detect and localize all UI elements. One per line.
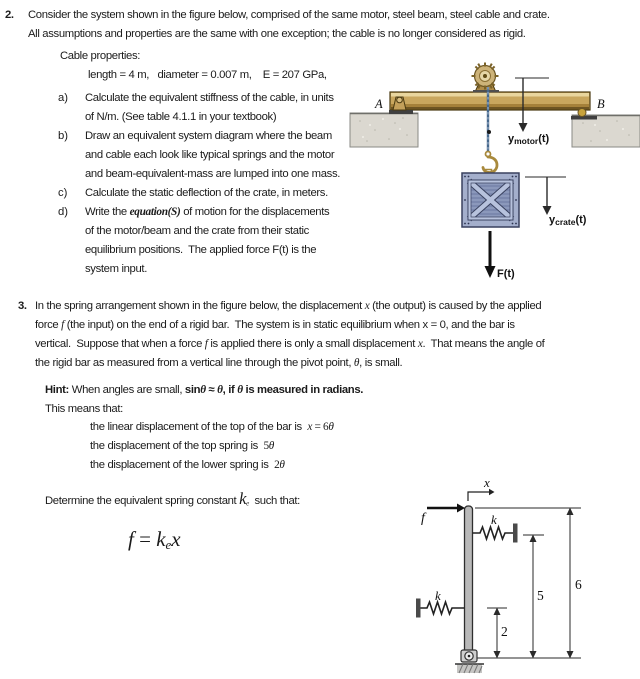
text-segment: θ	[200, 384, 206, 396]
applied-force-arrow	[485, 231, 496, 278]
lower-spring-k-label: k	[435, 588, 441, 603]
text-line	[85, 260, 329, 279]
text-line	[35, 316, 544, 335]
text-segment: , if	[222, 384, 238, 396]
text-segment: equation(S)	[129, 206, 181, 218]
hint-line	[45, 381, 363, 400]
text-line	[35, 335, 544, 354]
text-line	[90, 437, 334, 456]
text-segment: force	[35, 319, 62, 331]
text-segment: of motion for the displacements	[180, 206, 330, 218]
text-segment: the displacement of the lower spring is	[90, 459, 275, 471]
dimension-6-label: 6	[575, 577, 582, 592]
determine-line	[45, 489, 300, 514]
text-segment: k	[156, 527, 166, 551]
text-line	[35, 354, 544, 373]
motor-pulley	[472, 63, 500, 93]
ycrate-arrow	[525, 177, 566, 215]
cable-hook	[483, 152, 497, 174]
item-a-marker: a)	[58, 92, 69, 104]
text-segment: x	[364, 300, 370, 312]
text-segment: 2	[274, 459, 280, 471]
f-force-arrow	[427, 504, 465, 513]
item-a-text	[85, 89, 334, 127]
text-segment: of N/m. (See table 4.1.1 in your textbook)	[85, 111, 277, 123]
text-segment: f	[204, 338, 208, 350]
text-segment: such that:	[248, 495, 300, 507]
text-segment: 5	[263, 440, 269, 452]
text-segment: θ	[237, 384, 243, 396]
hint-sub-lines	[90, 418, 334, 475]
cable-properties-title: Cable properties:	[60, 50, 141, 62]
text-segment: f	[61, 319, 64, 331]
text-segment: θ	[217, 384, 223, 396]
text-segment: Hint:	[45, 384, 69, 396]
text-segment: sin	[184, 384, 201, 396]
text-segment: . That means the angle of	[422, 338, 545, 350]
item-d-marker: d)	[58, 206, 69, 218]
text-segment: θ	[279, 459, 285, 471]
text-line	[85, 146, 340, 165]
text-line	[85, 165, 340, 184]
text-segment: x	[417, 338, 423, 350]
item-d-text	[85, 203, 329, 279]
problem-2-number: 2.	[5, 9, 14, 21]
text-segment: equilibrium positions. The applied force F(t) is the	[85, 244, 317, 256]
figure-beam-crate	[345, 55, 640, 285]
text-line	[85, 89, 334, 108]
text-segment: the rigid bar as measured from a vertical line through the pivot point,	[35, 357, 354, 369]
text-line	[85, 184, 328, 203]
dimension-2-label: 2	[501, 624, 508, 639]
crate	[462, 173, 519, 227]
item-c-text	[85, 184, 328, 203]
text-segment: vertical. Suppose that when a force	[35, 338, 205, 350]
text-segment: x	[307, 421, 313, 433]
rigid-bar	[465, 506, 473, 654]
text-line	[90, 456, 334, 475]
text-segment: is applied there is only a small displacement	[207, 338, 418, 350]
text-segment: (the output) is caused by the applied	[369, 300, 542, 312]
support-B-label: B	[597, 97, 605, 111]
problem-3-number: 3.	[18, 300, 27, 312]
text-segment: Calculate the static deflection of the crate, in meters.	[85, 187, 328, 199]
text-segment: θ	[328, 421, 334, 433]
text-segment: ≈	[205, 384, 218, 396]
this-means-line: This means that:	[45, 403, 123, 415]
item-b-text	[85, 127, 340, 184]
figure-spring-bar	[405, 445, 640, 679]
top-spring-k-label: k	[491, 512, 497, 527]
item-b-marker: b)	[58, 130, 69, 142]
text-segment: f	[128, 527, 134, 551]
ymotor-label: ymotor(t)	[508, 133, 550, 146]
text-segment: (the input) on the end of a rigid bar. The system is in static equilibrium when x = 0, and the bar is	[63, 319, 515, 331]
text-segment: the linear displacement of the top of the bar is	[90, 421, 308, 433]
problem-2-intro-line-1: Consider the system shown in the figure below, comprised of the same motor, steel beam, steel cable and crate.	[28, 9, 550, 21]
right-concrete-block	[572, 115, 640, 147]
text-segment: =	[133, 527, 157, 551]
text-segment: Calculate the equivalent stiffness of the cable, in units	[85, 92, 334, 104]
text-line	[85, 127, 340, 146]
text-segment: Determine the equivalent spring constant	[45, 495, 240, 507]
lower-spring-wall-anchor	[416, 599, 421, 618]
ycrate-label: ycrate(t)	[549, 214, 587, 227]
top-spring-wall-anchor	[513, 524, 518, 543]
text-segment: and beam-equivalent-mass are lumped into one mass.	[85, 168, 341, 180]
force-label: F(t)	[497, 268, 515, 280]
text-segment: Write the	[85, 206, 130, 218]
left-concrete-block	[350, 113, 418, 147]
text-segment: system input.	[85, 263, 148, 275]
text-segment: of the motor/beam and the crate from their static	[85, 225, 309, 237]
text-segment: Draw an equivalent system diagram where the beam	[85, 130, 332, 142]
text-segment: the displacement of the top spring is	[90, 440, 264, 452]
text-segment: is measured in radians.	[242, 384, 364, 396]
x-axis-arrow	[468, 489, 495, 501]
text-segment: k	[239, 489, 247, 508]
item-c-marker: c)	[58, 187, 68, 199]
text-line	[35, 297, 544, 316]
text-segment: θ	[268, 440, 274, 452]
text-segment: and cable each look like typical springs and the motor	[85, 149, 335, 161]
problem-2-intro-line-2: All assumptions and properties are the same with one exception; the cable is no longer considered as rigid.	[28, 28, 526, 40]
dimension-5-label: 5	[537, 588, 544, 603]
text-segment: When angles are small,	[68, 384, 185, 396]
steel-beam	[390, 92, 590, 110]
text-line	[85, 108, 334, 127]
problem-3-intro	[35, 297, 544, 373]
equation-f-kex	[128, 527, 181, 554]
text-segment: x	[171, 527, 181, 551]
pivot-support	[455, 650, 484, 673]
text-segment: e	[246, 499, 249, 508]
text-line	[85, 241, 329, 260]
f-label: f	[421, 511, 425, 526]
text-segment: e	[165, 536, 172, 552]
x-label: x	[484, 475, 490, 490]
text-segment: In the spring arrangement shown in the figure below, the displacement	[35, 300, 365, 312]
text-line	[85, 222, 329, 241]
text-segment: = 6	[312, 421, 329, 433]
cable-properties-values: length = 4 m, diameter = 0.007 m, E = 207 GPa,	[88, 69, 327, 81]
text-line	[90, 418, 334, 437]
support-A-label: A	[375, 97, 383, 111]
text-segment: θ	[353, 357, 360, 369]
text-segment: , is small.	[359, 357, 403, 369]
text-line	[85, 203, 329, 222]
